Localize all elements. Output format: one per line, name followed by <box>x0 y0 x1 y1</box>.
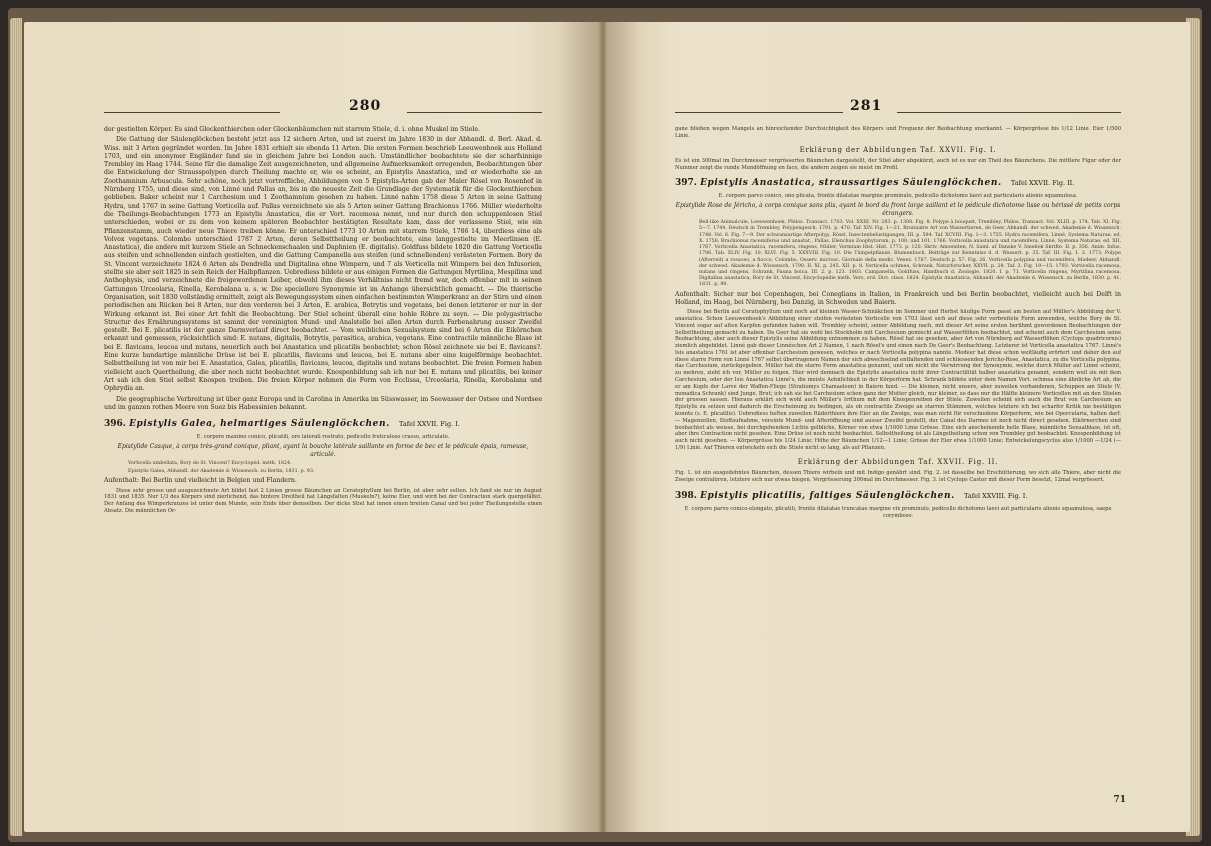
habitat: Aufenthalt: Bei Berlin und vielleicht in Belgien und Flandern. <box>104 477 297 485</box>
left-text-column <box>104 126 542 517</box>
habitat: Aufenthalt: Sicher nur bei Copenhagen, bei Coneglians in Italien, in Frankreich und bei Berlin beobachtet, vielleicht auch bei Delft in Holland, im Haag, bei Nürnberg, bei Danzig, in Schweden und Baiern. <box>675 290 1121 306</box>
gutter-shadow <box>607 22 641 832</box>
plate-reference: Tafel XXVIII. Fig. I. <box>964 491 1028 500</box>
paragraph: Diese sehr grosse und ausgezeichnete Art bildet fast 2 Linien grosse Bäumchen an Ceratophyllum bei Berlin, ist aber sehr selten. Ich fand sie nur im August 1831 und 1835. Nur 1/3 des Körpers sind zierlichend, das hintere Dreitheil hat Längsfalten (Muskeln?), keine Eier, und wird bei der Contraction stark quergefältet. Der Anfang des Wimperkranzes ist unter dem Munde, sein Ende über demselben. Der dicke Stiel hat innen einen breiten Canal und bei jeder Theilungsstelle einen Absatz. Die männlichen Or- <box>104 487 542 514</box>
header-rule <box>897 112 1121 113</box>
plate-explanation: Es ist ein 300mal im Durchmesser vergrössertes Bäumchen dargestellt, der Stiel aber abgekürzt, auch ist es nur ein Theil des Bäumchens. Die mittlere Figur oder der Nummer zeigt die runde Mundöffnung en face, die andern zeigen sie meist im Profil. <box>675 157 1121 171</box>
latin-diagnosis: E. corpore parvo conico, uno plicata, frontis dilatatae margine prominulo, pedicello dichotomo laevi aut particularis alienis squamulosa. <box>718 193 1078 200</box>
species-title: Epistylis plicatilis, faltiges Säulenglöckchen. <box>700 490 955 501</box>
paragraph: gane blieben wegen Mangels an hinreichender Durchsichtigkeit des Körpers und Frequenz der Beobachtung unerkannt. — Körpergrösse bis 1/12 Linie. Eier 1/500 Linie. <box>675 126 1121 139</box>
french-diagnosis: Epistylide Rose de Jéricho, à corps conique sans plis, ayant le bord du front large saillant et le pédicule dichotome lisse ou hérissé de petits corps étrangers. <box>675 202 1121 218</box>
latin-diagnosis: E. corpore maximo conico, plicatili, ore laterali rostrato, pedicello fruticuloso crasso, articulato. <box>196 434 450 441</box>
plate-explanation: Fig. 1. ist ein ausgedehntes Bäumchen, dessen Thiere wirbeln und mit Indigo genährt sind. Fig. 2. ist dasselbe bei Erschütterung, wo sich alle Thiere, aber nicht die Zweige contrahiren, letztere sich nur etwas biegen. Vergrösserung 300mal im Durchmesser. Fig. 3. ist Cyclops Castor mit dieser Form besetzt, 12mal vergrössert. <box>675 470 1121 483</box>
species-title: Epistylis Galea, helmartiges Säulenglöckchen. <box>129 419 390 430</box>
header-rule <box>104 112 280 113</box>
reference: Epistylis Galea, Abhandl. der Akademie d. Wissensch. zu Berlin, 1831. p. 93. <box>128 469 315 475</box>
right-page <box>607 22 1190 832</box>
paragraph: Die geographische Verbreitung ist über ganz Europa und in Carolina in Amerika im Süsswasser, im Seewasser der Ostsee und Nordsee und im ganzen rothen Meere von Suez bis Habessinien bekannt. <box>104 395 542 411</box>
signature-mark: 71 <box>1113 794 1126 805</box>
french-diagnosis: Epistylide Casque, à corps très-grand conique, pliant, ayant la bouche latérale saillante en forme de bec et le pédicule épais, rameuse, articulé. <box>117 442 529 458</box>
species-heading-398 <box>675 490 1121 503</box>
latin-diagnosis: E. corpore parvo conico-elongato, plicatili, frontis dilatatae truncatae margine vix prominulo, pedicello dichotomo laevi aut particularis alienis squamulosa, saepe corymboso. <box>684 505 1112 519</box>
species-title: Epistylis Anastatica, straussartiges Säulenglöckchen. <box>700 178 1002 189</box>
species-heading-397 <box>675 177 1121 190</box>
right-text-column <box>675 126 1121 521</box>
plate-explanation-heading: Erklärung der Abbildungen Taf. XXVII. Fig. I. <box>799 145 997 154</box>
header-rule <box>407 112 542 113</box>
plate-reference: Tafel XXVII. Fig. II. <box>1010 179 1075 188</box>
paragraph: der gestielten Körper. Es sind Glockenthierchen oder Glockenbäumchen mit starrem Stiele, d. i. ohne Muskel im Stiele. <box>104 126 481 133</box>
species-number: 398. <box>675 490 697 501</box>
left-page <box>24 22 599 832</box>
plate-explanation-heading: Erklärung der Abbildungen Taf. XXVII. Fig. II. <box>797 457 999 466</box>
synonymy-list: Bell-like Animalcule, Leeuwenhoek, Philos. Transact. 1703. Vol. XXIII. Nr. 283. p. 1308. Fig. 8. Polype à bouquet, Trembley, Philos. Transact. Vol. XLIII. p. 174. Tab. XI. Fig. 5—7. 1744. Deutsch in Trembley, Polypengesch. 1791. p. 470. Taf. XIV. Fig. 1—21. Brunnatre Art von Wassertieren, de Geer, Abhandl. der schwed. Akademie d. Wissensch. 1748. Vol. 6. Fig. 7—9. Der schwanzartige Afterpolyp, Rösel, Insectenbelustigungen, III. p. 594. Taf. XCVIII. Fig. 1—3. 1755. Hydra racemifera, Linné, Systema Naturae, ed. X. 1758. Brachionus racemiferus und anastat., Pallas, Elenchus Zoophytorum, p. 100. und 101. 1766. Vorticella anastatica und racemifera, Linné, Systema Naturae, ed. XII. 1767. Vorticella Anastatica, racemifera, ringens, Müller, Vermium Hist. Hist. 1773. p. 120. Skriv. Amoeniten, N. Saml. af Danske V. Smeliok Skrifte. II. p. 356. Anim. Infus. 1786. Tab. XLIV. Fig. 10. XLVI. Fig. 5. XXXVIII. Fig. 10. Die Tümpelpflanze, Blumenbuch, Beiträge zur Kenntniss d. d. Wassert. p. 35. Taf. III. Fig. 1. 2. 1773. Polype (Afterreit) a rosaceo, a fiocco, Colombo, Osserv. microsc. Giornale della medic. Venez. 1787. Deutsch p. 57. Fig. 26. Vorticella polypina und racemifera, Modeer, Abhandl. der schwed. Akademie d. Wissensch. 1790. II. XI. p. 245. XII. p. 8. Vorticella ochmea, Schrank, Naturforscher, XXVII. p. 28. Taf. 3. Fig. 10—15. 1793. Vorticella racemosa, nutans und ringens, Schrank, Fauna boica, III. 2. p. 123. 1803. Campanella, Goldfuss, Handbuch d. Zoologie, 1820. I. p. 71. Vorticella ringens, Myrtilina racemosa, Digitalina anastatica, Bory de St. Vincent, Encyclopédie méth. Vers, ord. Dict. class. 1824. Epistylis Anastatica, Abhandl. der Akademie d. Wissensch. zu Berlin, 1830. p. 41. 1831. p. 90. <box>699 220 1121 288</box>
page-number: 280 <box>349 98 382 114</box>
species-number: 396. <box>104 419 126 430</box>
gutter-shadow <box>559 22 599 832</box>
species-number: 397. <box>675 178 697 189</box>
reference: Vorticella umbellata, Bory de St. Vincent? Encyclopéd. méth. 1824. <box>128 460 292 466</box>
plate-reference: Tafel XXVII. Fig. I. <box>399 420 460 429</box>
paragraph: Diese bei Berlin auf Ceratophyllum und noch auf kleinen Wasser-Schnäkchen im Sommer und Herbst häufige Form passt am besten auf Müller's Abbildung der V. anastatica. Schon Leeuwenhoek's Abbildung einer steifen verästeten Vorticelle von 1703 lässt sich auf diese sehr verbreitete Form anwenden, welche Bory de St. Vincent sogar auf alten Karpfen gefunden haben will. Trembley scheint, seiner Abbildung nach, mit dieser Art seine ersten berühmt gewordenen Beobachtungen der Selbsttheilung gemacht zu haben. De Geer hat sie wohl bei Stockholm mit Carchesium gemischt auf Wasserflöhen beobachtet, und scheint auch dem Carchesium seine Beobachtung, aber auch dieser Epistylis seine Abbildung entnommen zu haben. Rösel hat sie gesehen, aber Art von Nürnberg auf Wasserflöhen (Cyclops quadricornis) ziemlich abgebildet. Linné gab dieser Linnéschen Art 2 Namen, 1 nach Rösel's und einen nach De Geer's Beobachtung. Letzterer ist Vorticella anastatica 1767. Linné's Isis anastatica 1761 ist aber offenbar Carchesium gewesen, welches er nach Vorticella polypina nannte. Modeer hat diese schon weitläufig erörtert und daher den auf diese starre Form von Linné 1767 selbst übertragenen Namen der sich abwechselnd entfaltenden und schliessenden Jericho-Rose, Anastatica, zu die Vorticella polypina, das Carchesium, zurückgegeben. Müller hat die starre Form anastatica genannt, und um nicht die Verwirrung der Synonymie, welche durch Müller auf Linné scheint, zu mehren, zieht ich vor, Müller zu folgen. Hier wird demnach die Epistylis anastatica nicht ihrer Contractilität halber anastatica genannt, sondern weil sie mit dem Carchesium, oder der Isis Anastatica Linné's, die meiste Aehnlichkeit in der Körperform hat. Schrank bildete unter dem Namen Vort. ochmea eine ähnliche Art ab, die er am Kopfe der Larve der Waffen-Fliege (Stratiomys Chamaeleon) in Baiern fand. — Die kleinen, nicht unsere, aber zuweilen vorhandenen, Schuppen am Stiele (V. monadica Schrank) sind Junge, Brut; ich sah sie bei Carchesium schon ganz der Mutter gleich, nur kleiner, so dass nur die Hälfte kleinere Vorticellen mit an den Stielen der grossen sassen. Hieraus erklärt sich wohl auch Müller's Irrthum mit dem Knospenreiben der Stiele. Zuweilen scheint sich auch die Brut von Carchesium an Epistylis zu setzen und dadurch die Erscheinung zu bedingen, als ob contractile Zweige an starren Stämmen, welches letztere ich bei scharfer Kritik nie bestätigen konnte (s. E. plicatilis). Uebrediess heften zuweilen Räderthiere ihre Eier an die Zweige, was man nicht für verschiedene Körperform, wie bei Opercularia, halten darf. — Magenzellen, Stoffaufnahme, vereinte Mund- und Afteröffnung sind ausser Zweifel gestellt, der Canal des Darmes ist noch nicht direct gesehen. Eikörnerchen sind beobachtet als weisse, bei durchgehendem Lichte gelbliche, Körner von etwa 1/1000 Linie Grösse. Eine sich anscheinende helle Blase, männliche Sexualblase, ist oft, aber ihre Contraction nicht gesehen. Eine Drüse ist noch nicht beobachtet. Selbsttheilung ist als Längstheilung schon von Trembley gut beobachtet. Knospenbildung ist auch nicht gesehen. — Körpergrösse bis 1/24 Linie; Höhe der Bäumchen 1/12—1 Linie; Grösse der Eier etwa 1/1000 Linie; Entwickelungscyclus also 1/1000 —1/24 (—1/9) Linie. Auf Thieren entwickeln sich die Stiele nicht so lang, als auf Pflanzen. <box>675 309 1121 452</box>
header-rule <box>675 112 843 113</box>
paragraph: Die Gattung der Säulenglöckchen besteht jetzt aus 12 sichern Arten, und ist zuerst im Jahre 1830 in der Abhandl. d. Berl. Akad. d. Wiss. mit 3 Arten gegründet worden. Im Jahre 1831 erhielt sie ebenda 11 Arten. Die ersten Formen beschrieb Leeuwenhoek aus Holland 1703, und ein anonymer Engländer fand sie in gleichem Jahre bei London auch. Umständlicher beobachtete sie der scharfsinnige Trembley im Haag 1744. Seine für die damalige Zeit ausgezeichneten, und allgemeine Aufmerksamkeit erregenden, Beobachtungen über die Entwickelung der Strausspolypen durch Theilung machte er, wie es scheint, an Epistylis Anastatica, und er wiederholte sie an Zoothamnium Arbuscula. Sehr schöne, noch jetzt vortreffliche, Abbildungen von 5 Epistylis-Arten gab der Maler Rösel von Rosenhof in Nürnberg 1755, und diese sind, von Linné und Pallas an, bis in die neueste Zeit die Grundlage der Systematik für die Glockenthierchen geblieben. Baker scheint nur 1 Carchesium und 1 Zoothamnium gesehen zu haben. Linné nahm 1758 diese 5 Arten in seine Gattung Hydra, und 1767 in seine Gattung Vorticella auf. Pallas verzeichnete sie als 5 Arten seiner Gattung Brachionus 1766. Müller wiederholte die Theilungs-Beobachtungen 1773 an Epistylis Anastatica, die er Vort. racemosa nennt, und nur durch den schuppenlosen Stiel unterschieden, wobei er zu dem von keinem späteren Beobachter bestätigten Resultate kam, dass der verlassene Stiel, wie ein Pflanzenstamm, auch wieder neue Thiere treiben könne. Er unterschied 1773 10 Arten mit starrem Stiele, 1786 14, überdiess eine als Volvox vegetans. Colombo unterschied 1787 2 Arten, deren Selbsttheilung er beobachtete, eine langgestielte im Meerlinsen (E. Anastatica), die andere mit kurzem Stiele an Schneckenschaalen und Daphnien (E. digitalis). Goldfuss bildete 1820 die Gattung Vorticella aus steifen und schnellenden einfach gestielten, und die Gattung Campanella aus steifen (und schnellenden) verästeten Formen. Bory de St. Vincent verzeichnete 1824 6 Arten als Dendrella und Digitalina ohne Wimpern, und 7 als Vorticella mit Wimpern bei den Infusorien, stellte sie aber seit 1825 in sein Reich der Halbpflanzen. Uebrediess bildete er aus einigen Formen die Gattungen Myrtilina, Mespilina und Anthophysis, und verzeichnete die freigewordenen Leiber, obwohl ihm dieses Verhältniss nicht fremd war, doch offenbar mit in seinen Gattungen Urceolaria, Rinella, Kerobalana u. s. w. Die speciellere Synonymie ist im Anhange übersichtlich gemacht. — Die thierische Organisation, seit 1830 vollständig ermittelt, zeigt als Bewegungssystem einen einfachen bestimmten Wimperkranz an der Stirn und einen periodischen am Rücken bei 8 Arten, nur den vorderen bei 3 Arten, E. arabica, Botrytis und vegetans, bei denen letzterer er nur in der Wirkung erkannt ist. Bei einer Art fehlt die Beobachtung. Der Stiel scheint überall eine hohle Röhre zu seyn. — Die polygastrische Structur des Ernährungssystems ist sammt der vereinigten Mund- und Analstelle bei allen Arten durch Farbenahrung ausser Zweifel gestellt. Bei E. plicatilis ist der ganze Darmverlauf direct beobachtet. — Vom weiblichen Sexualsystem sind bei 6 Arten die Eikörnchen erkannt und gemessen, rücksichtlich sind: E. nutans, digitalis, Botrytis, parasitica, arabica, vegetans. Eine contractile männliche Blase ist bei E. flavicans, leucoa und nutans, neuerlich auch bei Anastatica und plicatilis beobachtet; schon Rösel zeichnete sie bei E. flavicans?. Eine kurze bandartige männliche Drüse ist bei E. plicatilis, flavicans und leucoa, bei E. nutans aber eine kugelförmige beobachtet. Selbsttheilung ist von mir bei E. Anastatica, Galea, plicatilis, flavicans, leucoa, digitalis und nutans beobachtet. Die freien Formen haben vielleicht auch Quertheilung, die aber noch nicht beobachtet wurde. Knospenbildung sah ich nur bei E. nutans und plicatilis, bei keiner Art sah ich den Stiel selbst Knospen treiben. Die freien Körper nehmen die Form von Ecclissa, Urceolaria, Rinella, Kerobalana und Ophrydia an. <box>104 136 542 393</box>
species-heading-396 <box>104 418 542 431</box>
book <box>8 8 1202 842</box>
left-page-edges <box>10 18 22 836</box>
page-number: 281 <box>850 98 883 114</box>
